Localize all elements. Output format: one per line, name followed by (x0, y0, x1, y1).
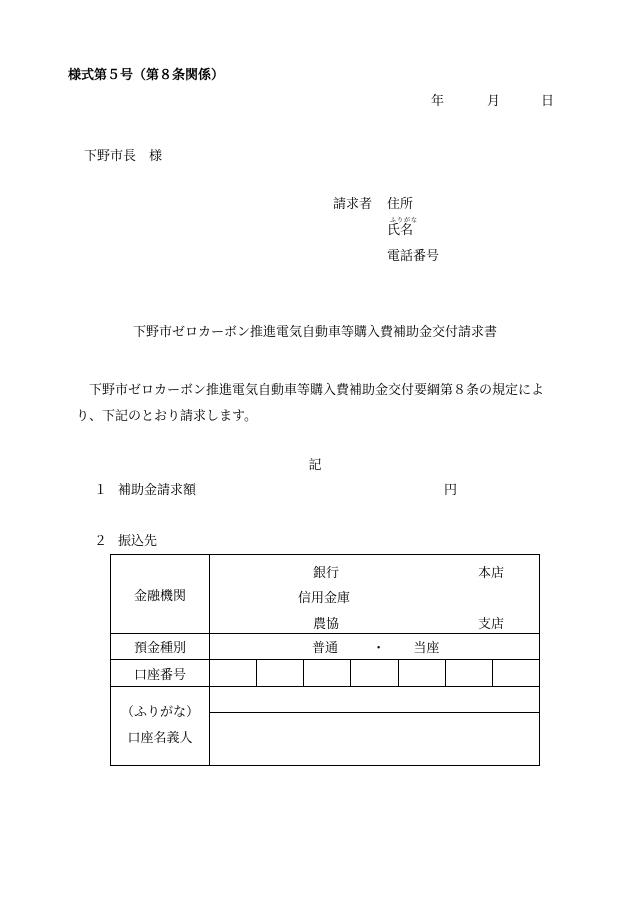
requester-phone-label: 電話番号 (387, 249, 440, 264)
deposit-type-row (111, 634, 540, 660)
account-digit-cell[interactable] (398, 660, 445, 687)
head-office-text: 本店 (478, 566, 505, 581)
deposit-type-field[interactable] (210, 634, 540, 660)
account-number-label: 口座番号 (111, 660, 210, 687)
account-digit-cell[interactable] (304, 660, 351, 687)
holder-furigana-row (111, 687, 540, 713)
current-option[interactable]: 当座 (413, 641, 440, 656)
item2-label: 振込先 (118, 534, 158, 549)
agri-coop-text: 農協 (313, 617, 340, 632)
requester-name-text: 氏名 (387, 223, 414, 238)
furigana-field[interactable] (210, 687, 540, 713)
credit-union-text: 信用金庫 (298, 591, 351, 606)
deposit-type-label: 預金種別 (111, 634, 210, 660)
bank-transfer-table (110, 554, 540, 766)
document-title: 下野市ゼロカーボン推進電気自動車等購入費補助金交付請求書 (132, 325, 497, 340)
account-digit-cell[interactable] (492, 660, 539, 687)
date-month-label: 月 (487, 94, 501, 109)
account-number-row (111, 660, 540, 687)
ki-heading: 記 (308, 458, 322, 473)
item1-unit: 円 (444, 483, 458, 498)
body-paragraph: 下野市ゼロカーボン推進電気自動車等購入費補助金交付要綱第８条の規定により、下記のとおり請求します。 (76, 383, 545, 424)
account-digit-cell[interactable] (351, 660, 398, 687)
financial-institution-label: 金融機関 (111, 555, 210, 634)
account-holder-label: 口座名義人 (127, 731, 193, 746)
requester-address-label: 住所 (387, 197, 414, 212)
bank-text: 銀行 (313, 566, 340, 581)
date-year-label: 年 (431, 94, 445, 109)
account-digit-cell[interactable] (210, 660, 257, 687)
requester-label: 請求者 (333, 197, 373, 212)
deposit-separator: ・ (372, 641, 386, 656)
account-digit-cell[interactable] (445, 660, 492, 687)
account-holder-label-cell (111, 687, 210, 766)
account-holder-field[interactable] (210, 713, 540, 766)
form-number: 様式第５号（第８条関係） (68, 68, 225, 83)
ordinary-option[interactable]: 普通 (312, 641, 339, 656)
date-day-label: 日 (541, 94, 555, 109)
account-digit-cell[interactable] (257, 660, 304, 687)
financial-institution-row (111, 555, 540, 634)
item1-number: １ (94, 483, 108, 498)
requester-name-label (387, 217, 419, 238)
financial-institution-field[interactable] (210, 555, 540, 634)
name-ruby: ふりがな (390, 217, 419, 224)
item1-label: 補助金請求額 (118, 483, 197, 498)
branch-text: 支店 (478, 617, 505, 632)
item2-number: ２ (94, 534, 108, 549)
addressee: 下野市長 様 (84, 149, 163, 164)
furigana-label: （ふりがな） (120, 705, 199, 720)
